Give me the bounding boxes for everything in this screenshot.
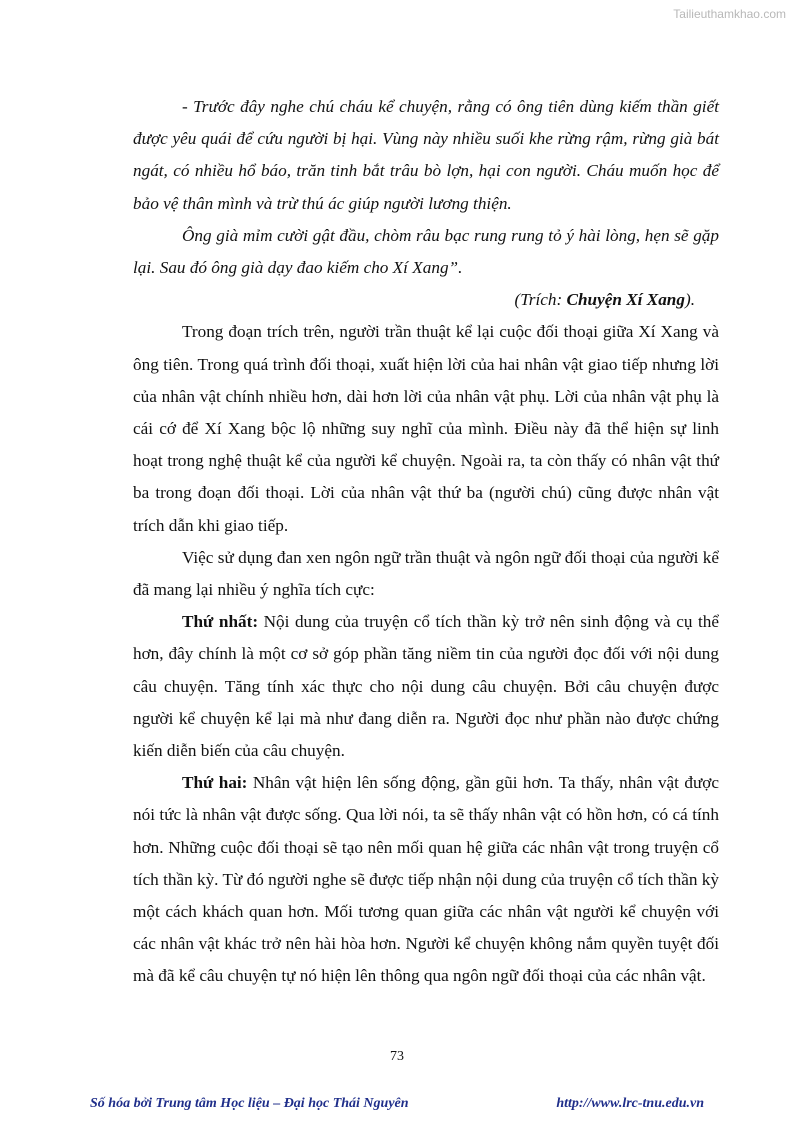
watermark: Tailieuthamkhao.com [673, 7, 786, 21]
footer-left: Số hóa bởi Trung tâm Học liệu – Đại học Thái Nguyên [90, 1096, 409, 1111]
quote-source [133, 284, 719, 316]
quote-paragraph: Ông già mỉm cười gật đầu, chòm râu bạc rung rung tỏ ý hài lòng, hẹn sẽ gặp lại. Sau đó ông già dạy đao kiếm cho Xí Xang”. [133, 225, 719, 278]
footer-link[interactable]: http://www.lrc-tnu.edu.vn [556, 1096, 704, 1111]
source-suffix: ). [684, 290, 695, 310]
point-label: Thứ nhất: [182, 612, 259, 632]
body-paragraph [133, 767, 719, 992]
body-paragraph: Việc sử dụng đan xen ngôn ngữ trần thuật và ngôn ngữ đối thoại của người kể đã mang lại nhiều ý nghĩa tích cực: [133, 547, 719, 600]
source-prefix: (Trích: [514, 290, 567, 310]
page-number: 73 [390, 1049, 404, 1064]
body-paragraph: Trong đoạn trích trên, người trần thuật kể lại cuộc đối thoại giữa Xí Xang và ông tiên. Trong quá trình đối thoại, xuất hiện lời của hai nhân vật giao tiếp nhưng lời của nhân vật chính nhiều hơn, dài hơn lời của nhân vật phụ. Lời của nhân vật phụ là cái cớ để Xí Xang bộc lộ những suy nghĩ của mình. Điều này đã thể hiện sự linh hoạt trong nghệ thuật kể của người kể chuyện. Ngoài ra, ta còn thấy có nhân vật thứ ba trong đoạn đối thoại. Lời của nhân vật thứ ba (người chú) cũng được nhân vật trích dẫn khi giao tiếp. [133, 322, 719, 535]
body-paragraph [133, 606, 719, 767]
point-text: Nhân vật hiện lên sống động, gần gũi hơn. Ta thấy, nhân vật được nói tức là nhân vật được sống. Qua lời nói, ta sẽ thấy nhân vật có hồn hơn, có cá tính hơn. Những cuộc đối thoại sẽ tạo nên mối quan hệ giữa các nhân vật trong truyện cổ tích thần kỳ. Từ đó người nghe sẽ được tiếp nhận nội dung của truyện cổ tích thần kỳ một cách khách quan hơn. Mối tương quan giữa các nhân vật người kể chuyện với các nhân vật khác trở nên hài hòa hơn. Người kể chuyện không nắm quyền tuyệt đối mà đã kể câu chuyện tự nó hiện lên thông qua ngôn ngữ đối thoại của các nhân vật. [133, 773, 719, 986]
page-content [133, 91, 719, 993]
source-title: Chuyện Xí Xang [566, 290, 685, 310]
quote-block [133, 91, 719, 316]
point-text: Nội dung của truyện cổ tích thần kỳ trở nên sinh động và cụ thể hơn, đây chính là một cơ sở góp phần tăng niềm tin của người đọc đối với nội dung câu chuyện. Tăng tính xác thực cho nội dung câu chuyện. Bởi câu chuyện được người kể chuyện kể lại mà như đang diễn ra. Người đọc như phần nào được chứng kiến diễn biến của câu chuyện. [133, 612, 719, 761]
point-label: Thứ hai: [182, 773, 248, 793]
quote-paragraph: - Trước đây nghe chú cháu kể chuyện, rằng có ông tiên dùng kiếm thần giết được yêu quái để cứu người bị hại. Vùng này nhiều suối khe rừng rậm, rừng già bát ngát, có nhiều hổ báo, trăn tinh bắt trâu bò lợn, hại con người. Cháu muốn học để bảo vệ thân mình và trừ thú ác giúp người lương thiện. [133, 97, 719, 213]
